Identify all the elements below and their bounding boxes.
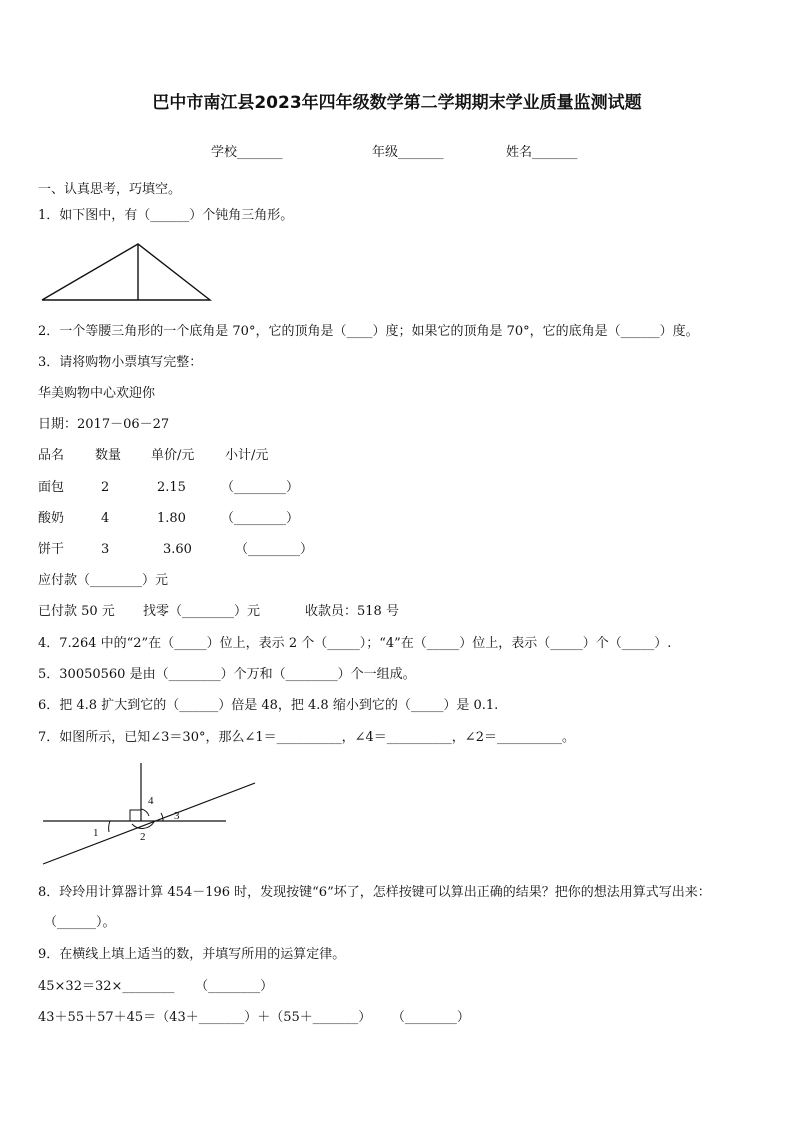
right-angle-mark [130, 810, 141, 821]
section-heading: 一、认真思考，巧填空。 [38, 182, 182, 197]
angle-1-arc [109, 821, 110, 832]
question-8-answer[interactable]: （______）。 [44, 915, 116, 930]
receipt-due[interactable]: 应付款（________）元 [38, 573, 169, 588]
receipt-row-name: 面包 [38, 480, 65, 495]
receipt-row-name: 饼干 [38, 542, 65, 557]
receipt-header-price: 单价/元 [151, 448, 195, 463]
receipt-date: 日期：2017－06－27 [38, 417, 170, 432]
receipt-header-qty: 数量 [95, 448, 122, 463]
question-8: 8．玲玲用计算器计算 454－196 时，发现按键“6”坏了，怎样按键可以算出正确的结果？把你的想法用算式写出来： [38, 885, 711, 900]
triangle-outline [42, 244, 210, 300]
angle-figure [38, 758, 260, 868]
question-9-part-a[interactable]: 45×32＝32×________ （________） [38, 979, 274, 994]
question-7: 7．如图所示，已知∠3＝30°，那么∠1＝__________，∠4＝__________，∠2＝__________。 [38, 730, 575, 745]
receipt-row-price: 1.80 [157, 511, 186, 526]
angle-label-3: 3 [174, 810, 180, 822]
receipt-paid: 已付款 50 元 [38, 604, 115, 619]
receipt-row-price: 2.15 [157, 480, 186, 495]
receipt-row-name: 酸奶 [38, 511, 65, 526]
question-9: 9．在横线上填上适当的数，并填写所用的运算定律。 [38, 947, 346, 962]
receipt-row-subtotal[interactable]: （________） [221, 480, 300, 495]
school-field[interactable]: 学校_______ [211, 145, 283, 160]
page-title: 巴中市南江县2023年四年级数学第二学期期末学业质量监测试题 [152, 93, 642, 113]
question-6: 6．把 4.8 扩大到它的（______）倍是 48，把 4.8 缩小到它的（_____）是 0.1. [38, 698, 499, 713]
receipt-header-subtotal: 小计/元 [225, 448, 269, 463]
angle-label-2: 2 [140, 831, 146, 843]
receipt-shop: 华美购物中心欢迎你 [38, 386, 156, 401]
question-1: 1．如下图中，有（______）个钝角三角形。 [38, 208, 294, 223]
triangle-figure [38, 238, 218, 304]
receipt-header-name: 品名 [38, 448, 65, 463]
question-4: 4．7.264 中的“2”在（_____）位上，表示 2 个（_____）；“4”在（_____）位上，表示（_____）个（_____）. [38, 636, 672, 651]
receipt-row-qty: 2 [101, 480, 110, 495]
receipt-change[interactable]: 找零（________）元 [143, 604, 261, 619]
angle-4-arc [141, 809, 149, 816]
receipt-row-subtotal[interactable]: （________） [235, 542, 314, 557]
angle-3-arc [161, 813, 163, 821]
grade-field[interactable]: 年级_______ [372, 145, 444, 160]
name-field[interactable]: 姓名_______ [506, 145, 578, 160]
receipt-row-qty: 3 [101, 542, 110, 557]
receipt-cashier: 收款员：518 号 [305, 604, 399, 619]
question-2: 2．一个等腰三角形的一个底角是 70°，它的顶角是（____）度；如果它的顶角是 70°，它的底角是（______）度。 [38, 324, 699, 339]
receipt-row-price: 3.60 [163, 542, 192, 557]
question-5: 5．30050560 是由（________）个万和（________）个一组成。 [38, 667, 416, 682]
angle-label-4: 4 [148, 795, 154, 807]
receipt-row-subtotal[interactable]: （________） [221, 511, 300, 526]
angle-label-1: 1 [93, 827, 99, 839]
question-3: 3．请将购物小票填写完整： [38, 355, 203, 370]
receipt-row-qty: 4 [101, 511, 110, 526]
question-9-part-b[interactable]: 43＋55＋57＋45＝（43＋_______）＋（55＋_______） （________） [38, 1010, 470, 1025]
